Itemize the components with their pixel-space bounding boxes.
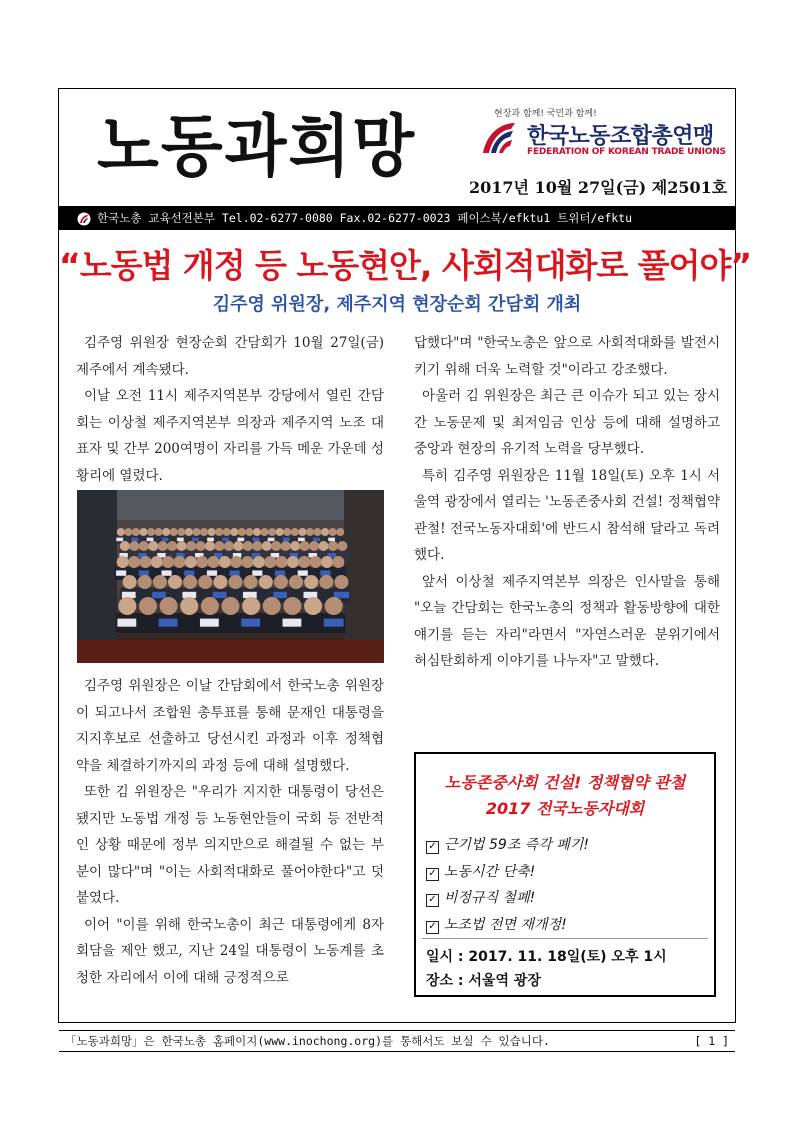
paragraph: 김주영 위원장 현장순회 간담회가 10월 27일(금) 제주에서 계속됐다. xyxy=(76,335,384,378)
event-date: 일시 : 2017. 11. 18일(토) 오후 1시 xyxy=(426,949,667,965)
check-box-icon: ✓ xyxy=(426,894,439,907)
audience-crowd xyxy=(115,528,351,633)
event-title-line1: 노동존중사회 건설! 정책협약 관철 xyxy=(444,773,686,792)
org-english-name: FEDERATION OF KOREAN TRADE UNIONS xyxy=(527,147,726,157)
paragraph: 김주영 위원장은 이날 간담회에서 한국노총 위원장이 되고나서 조합원 총투표를 통해 문재인 대통령을 지지후보로 선출하고 당선시킨 과정과 이후 정책협약을 체결하기까지의 과정 등에 대해 설명했다. xyxy=(76,678,384,774)
list-item: ✓ 노동시간 단축! xyxy=(426,859,589,886)
paragraph: 특히 김주영 위원장은 11월 18일(토) 오후 1시 서울역 광장에서 열리는 '노동존중사회 건설! 정책협약 관철! 전국노동자대회'에 반드시 참석해 달라고 독려했다. xyxy=(414,467,720,563)
masthead xyxy=(59,89,735,203)
check-box-icon: ✓ xyxy=(426,921,439,934)
event-notice-box xyxy=(414,752,716,997)
event-slogan-list xyxy=(426,832,589,938)
meeting-photo xyxy=(77,490,384,663)
paper-title: 노동과희망 xyxy=(97,107,417,187)
issue-date: 2017년 10월 27일(금) 제2501호 xyxy=(469,178,728,197)
paragraph: 이날 오전 11시 제주지역본부 강당에서 열린 간담회는 이상철 제주지역본부 의장과 제주지역 노조 대표자 및 간부 200여명이 자리를 가득 메운 가운데 성황리에 열렸다. xyxy=(76,388,384,484)
fktu-small-logo-icon xyxy=(77,212,91,226)
check-box-icon: ✓ xyxy=(426,868,439,881)
paragraph: 또한 김 위원장은 "우리가 지지한 대통령이 당선은 됐지만 노동법 개정 등 노동현안들이 국회 등 전반적인 상황 때문에 정부 의지만으로 해결될 수 없는 부분이 많다"며 "이는 사회적대화로 풀어야한다"고 덧붙였다. xyxy=(76,784,384,906)
subheadline: 김주영 위원장, 제주지역 현장순회 간담회 개최 xyxy=(212,294,582,315)
footer xyxy=(59,1030,735,1052)
list-item: ✓ 근기법 59조 즉각 폐기! xyxy=(426,832,589,859)
paragraph: 아울러 김 위원장은 최근 큰 이슈가 되고 있는 장시간 노동문제 및 최저임금 인상 등에 대해 설명하고 중앙과 현장의 유기적 노력을 당부했다. xyxy=(414,388,720,457)
contact-text: 한국노총 교육선전본부 Tel.02-6277-0080 Fax.02-6277-0023 페이스북/efktu1 트위터/efktu xyxy=(97,211,633,225)
paragraph: 답했다"며 "한국노총은 앞으로 사회적대화를 발전시키기 위해 더욱 노력할 것"이라고 강조했다. xyxy=(414,335,720,378)
event-title-line2: 2017 전국노동자대회 xyxy=(485,799,645,818)
article-left-bottom xyxy=(76,673,384,991)
divider xyxy=(422,938,708,939)
article-right xyxy=(414,330,720,675)
list-item: ✓ 노조법 전면 재개정! xyxy=(426,912,589,939)
org-slogan: 현장과 함께! 국민과 함께! xyxy=(494,109,597,119)
footer-text: 「노동과희망」은 한국노총 홈페이지(www.inochong.org)를 통해서도 보실 수 있습니다. xyxy=(65,1034,550,1048)
headline: “노동법 개정 등 노동현안, 사회적대화로 풀어야” xyxy=(59,246,752,285)
page-number: [ 1 ] xyxy=(694,1034,729,1048)
article-left-top xyxy=(76,330,384,489)
paragraph: 이어 "이를 위해 한국노총이 최근 대통령에게 8자회담을 제안 했고, 지난 24일 대통령이 노동계를 초청한 자리에서 이에 대해 긍정적으로 xyxy=(76,916,384,986)
event-location: 장소 : 서울역 광장 xyxy=(426,973,541,989)
list-item: ✓ 비정규직 철폐! xyxy=(426,885,589,912)
check-box-icon: ✓ xyxy=(426,841,439,854)
contact-bar xyxy=(59,206,735,230)
fktu-logo-icon xyxy=(479,119,519,157)
org-name: 한국노동조합총연맹 xyxy=(527,124,714,149)
paragraph: 앞서 이상철 제주지역본부 의장은 인사말을 통해 "오늘 간담회는 한국노총의 정책과 활동방향에 대한 얘기를 듣는 자리"라면서 "자연스러운 분위기에서 허심탄회하게 이야기를 나누자"고 말했다. xyxy=(414,573,720,669)
